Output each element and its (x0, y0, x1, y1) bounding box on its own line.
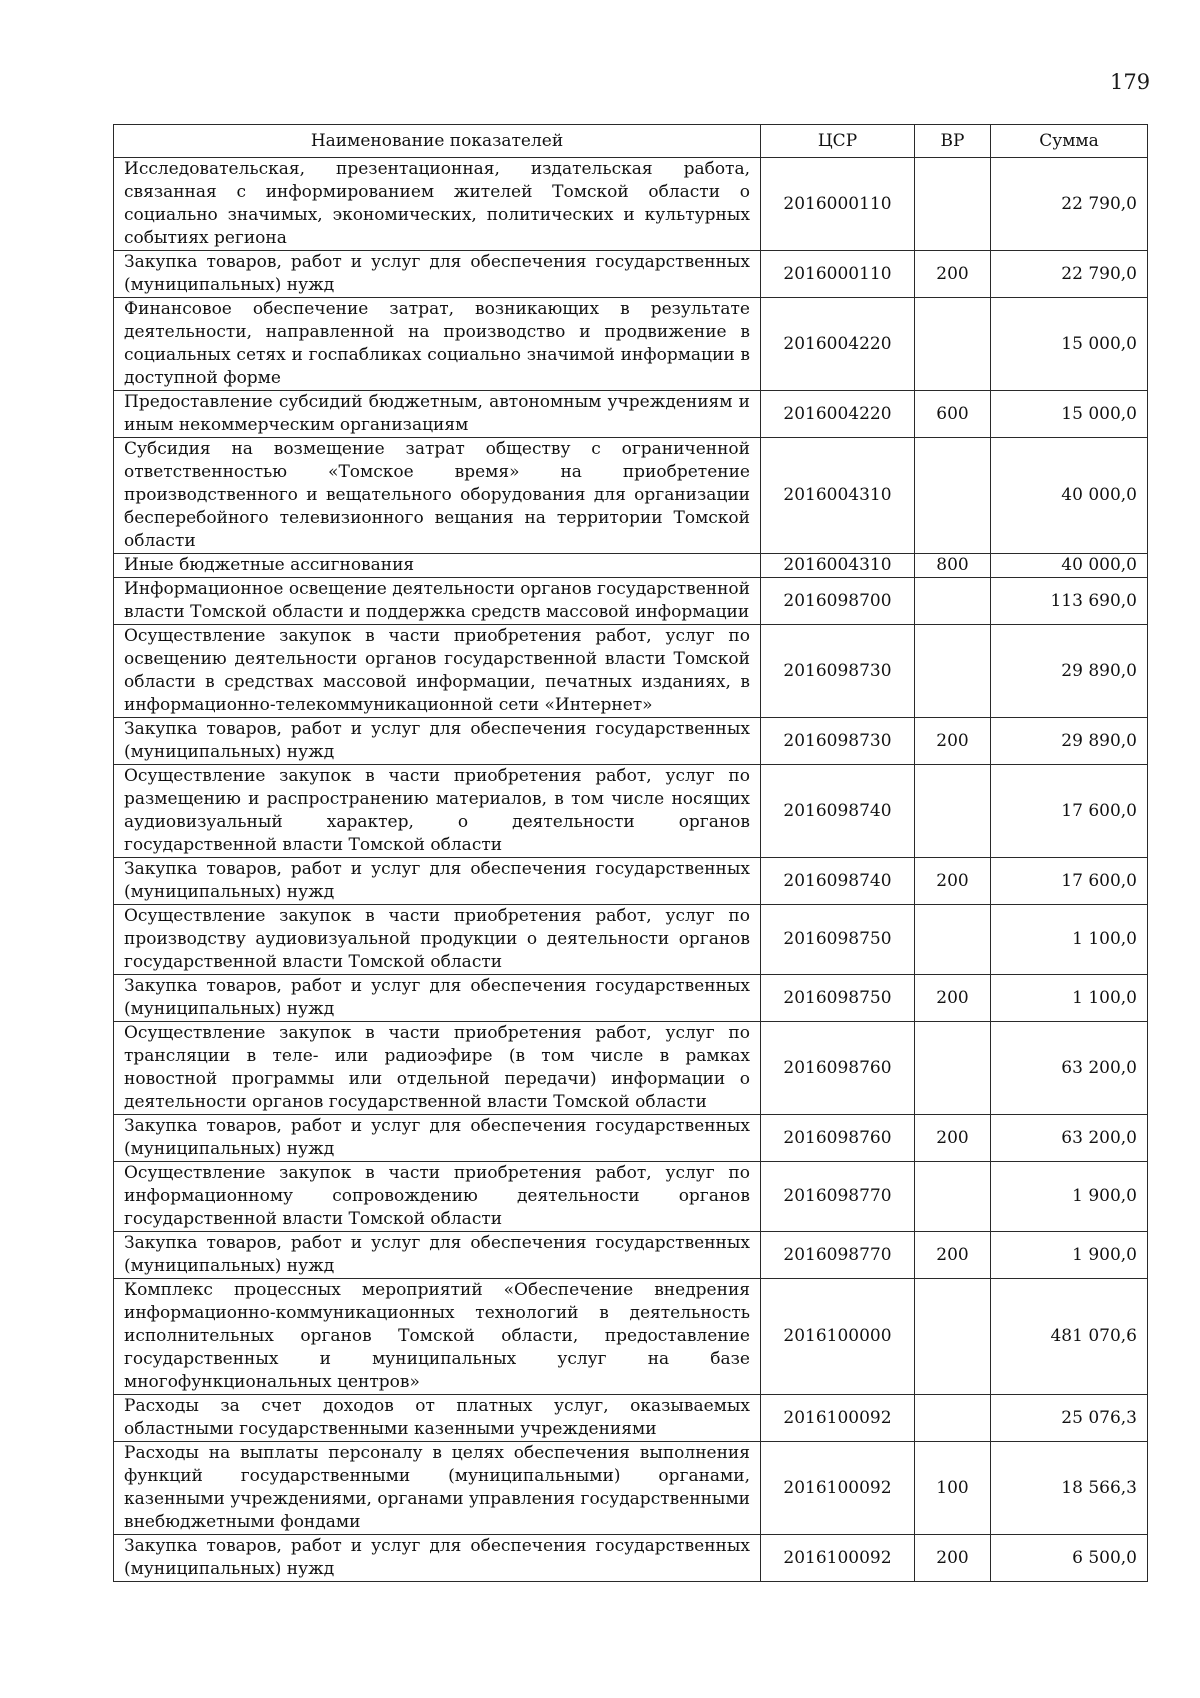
cell-sum: 6 500,0 (991, 1535, 1148, 1582)
cell-csr: 2016098770 (761, 1232, 915, 1279)
cell-name: Расходы за счет доходов от платных услуг, оказываемых областными государственными казенными учреждениями (114, 1395, 761, 1442)
cell-sum: 40 000,0 (991, 438, 1148, 554)
cell-sum: 15 000,0 (991, 298, 1148, 391)
cell-sum: 40 000,0 (991, 554, 1148, 578)
cell-vr (915, 298, 991, 391)
cell-vr: 200 (915, 718, 991, 765)
cell-sum: 17 600,0 (991, 765, 1148, 858)
cell-name: Иные бюджетные ассигнования (114, 554, 761, 578)
header-sum: Сумма (991, 125, 1148, 158)
page-number: 179 (1110, 70, 1151, 94)
cell-name: Предоставление субсидий бюджетным, автономным учреждениям и иным некоммерческим организациям (114, 391, 761, 438)
table-row (114, 905, 1148, 975)
cell-name: Осуществление закупок в части приобретения работ, услуг по освещению деятельности органов государственной власти Томской области в средствах массовой информации, печатных изданиях, в информационно-телекоммуникационной сети «Интернет» (114, 625, 761, 718)
table-row (114, 1162, 1148, 1232)
cell-csr: 2016004310 (761, 554, 915, 578)
cell-name: Осуществление закупок в части приобретения работ, услуг по производству аудиовизуальной продукции о деятельности органов государственной власти Томской области (114, 905, 761, 975)
cell-vr: 200 (915, 251, 991, 298)
header-csr: ЦСР (761, 125, 915, 158)
cell-sum: 481 070,6 (991, 1279, 1148, 1395)
cell-vr (915, 1395, 991, 1442)
cell-sum: 15 000,0 (991, 391, 1148, 438)
cell-sum: 18 566,3 (991, 1442, 1148, 1535)
budget-table (113, 124, 1148, 1582)
cell-csr: 2016100000 (761, 1279, 915, 1395)
cell-name: Закупка товаров, работ и услуг для обеспечения государственных (муниципальных) нужд (114, 251, 761, 298)
cell-name: Исследовательская, презентационная, издательская работа, связанная с информированием жителей Томской области о социально значимых, экономических, политических и культурных событиях региона (114, 158, 761, 251)
cell-csr: 2016000110 (761, 158, 915, 251)
cell-name: Комплекс процессных мероприятий «Обеспечение внедрения информационно-коммуникационных технологий в деятельность исполнительных органов Томской области, предоставление государственных и муниципальных услуг на базе многофункциональных центров» (114, 1279, 761, 1395)
table-row (114, 858, 1148, 905)
table-row (114, 578, 1148, 625)
cell-csr: 2016100092 (761, 1395, 915, 1442)
table-row (114, 158, 1148, 251)
header-name: Наименование показателей (114, 125, 761, 158)
table-row (114, 1279, 1148, 1395)
cell-csr: 2016000110 (761, 251, 915, 298)
cell-name: Субсидия на возмещение затрат обществу с ограниченной ответственностью «Томское время» на приобретение производственного и вещательного оборудования для организации бесперебойного телевизионного вещания на территории Томской области (114, 438, 761, 554)
cell-sum: 22 790,0 (991, 251, 1148, 298)
cell-sum: 63 200,0 (991, 1115, 1148, 1162)
cell-name: Финансовое обеспечение затрат, возникающих в результате деятельности, направленной на производство и продвижение в социальных сетях и госпабликах социально значимой информации в доступной форме (114, 298, 761, 391)
cell-sum: 1 100,0 (991, 905, 1148, 975)
cell-csr: 2016098750 (761, 905, 915, 975)
cell-vr (915, 1022, 991, 1115)
cell-csr: 2016098770 (761, 1162, 915, 1232)
cell-vr (915, 1162, 991, 1232)
cell-vr: 200 (915, 1115, 991, 1162)
table-row (114, 625, 1148, 718)
cell-sum: 29 890,0 (991, 718, 1148, 765)
table-row (114, 251, 1148, 298)
cell-name: Осуществление закупок в части приобретения работ, услуг по трансляции в теле- или радиоэфире (в том числе в рамках новостной программы или отдельной передачи) информации о деятельности органов государственной власти Томской области (114, 1022, 761, 1115)
table-row (114, 554, 1148, 578)
table-body (114, 158, 1148, 1582)
cell-vr (915, 158, 991, 251)
cell-csr: 2016098760 (761, 1115, 915, 1162)
cell-csr: 2016098730 (761, 718, 915, 765)
cell-sum: 63 200,0 (991, 1022, 1148, 1115)
cell-csr: 2016100092 (761, 1535, 915, 1582)
table-row (114, 391, 1148, 438)
cell-vr (915, 625, 991, 718)
cell-vr: 100 (915, 1442, 991, 1535)
cell-sum: 1 900,0 (991, 1162, 1148, 1232)
cell-vr: 200 (915, 975, 991, 1022)
table-row (114, 1022, 1148, 1115)
cell-csr: 2016004220 (761, 298, 915, 391)
table-row (114, 1395, 1148, 1442)
cell-vr (915, 905, 991, 975)
cell-csr: 2016098740 (761, 765, 915, 858)
cell-vr: 200 (915, 1232, 991, 1279)
cell-sum: 1 100,0 (991, 975, 1148, 1022)
cell-vr: 200 (915, 858, 991, 905)
cell-vr (915, 1279, 991, 1395)
cell-vr (915, 765, 991, 858)
cell-name: Закупка товаров, работ и услуг для обеспечения государственных (муниципальных) нужд (114, 718, 761, 765)
cell-name: Закупка товаров, работ и услуг для обеспечения государственных (муниципальных) нужд (114, 1232, 761, 1279)
cell-name: Закупка товаров, работ и услуг для обеспечения государственных (муниципальных) нужд (114, 975, 761, 1022)
cell-name: Информационное освещение деятельности органов государственной власти Томской области и поддержка средств массовой информации (114, 578, 761, 625)
table-row (114, 718, 1148, 765)
table-row (114, 1232, 1148, 1279)
table-row (114, 975, 1148, 1022)
cell-sum: 29 890,0 (991, 625, 1148, 718)
cell-csr: 2016004220 (761, 391, 915, 438)
table-row (114, 1115, 1148, 1162)
table-row (114, 298, 1148, 391)
table-row (114, 1442, 1148, 1535)
cell-vr (915, 438, 991, 554)
cell-name: Закупка товаров, работ и услуг для обеспечения государственных (муниципальных) нужд (114, 858, 761, 905)
cell-csr: 2016100092 (761, 1442, 915, 1535)
cell-vr: 600 (915, 391, 991, 438)
cell-csr: 2016098750 (761, 975, 915, 1022)
cell-vr: 800 (915, 554, 991, 578)
header-vr: ВР (915, 125, 991, 158)
cell-csr: 2016098730 (761, 625, 915, 718)
cell-csr: 2016004310 (761, 438, 915, 554)
cell-name: Расходы на выплаты персоналу в целях обеспечения выполнения функций государственными (муниципальными) органами, казенными учреждениями, органами управления государственными внебюджетными фондами (114, 1442, 761, 1535)
cell-sum: 17 600,0 (991, 858, 1148, 905)
cell-name: Осуществление закупок в части приобретения работ, услуг по информационному сопровождению деятельности органов государственной власти Томской области (114, 1162, 761, 1232)
cell-name: Осуществление закупок в части приобретения работ, услуг по размещению и распространению материалов, в том числе носящих аудиовизуальный характер, о деятельности органов государственной власти Томской области (114, 765, 761, 858)
table-row (114, 438, 1148, 554)
cell-csr: 2016098700 (761, 578, 915, 625)
cell-csr: 2016098760 (761, 1022, 915, 1115)
cell-name: Закупка товаров, работ и услуг для обеспечения государственных (муниципальных) нужд (114, 1535, 761, 1582)
cell-vr (915, 578, 991, 625)
table-header-row (114, 125, 1148, 158)
cell-csr: 2016098740 (761, 858, 915, 905)
cell-sum: 25 076,3 (991, 1395, 1148, 1442)
cell-sum: 1 900,0 (991, 1232, 1148, 1279)
cell-name: Закупка товаров, работ и услуг для обеспечения государственных (муниципальных) нужд (114, 1115, 761, 1162)
cell-vr: 200 (915, 1535, 991, 1582)
table-row (114, 1535, 1148, 1582)
cell-sum: 113 690,0 (991, 578, 1148, 625)
cell-sum: 22 790,0 (991, 158, 1148, 251)
table-row (114, 765, 1148, 858)
